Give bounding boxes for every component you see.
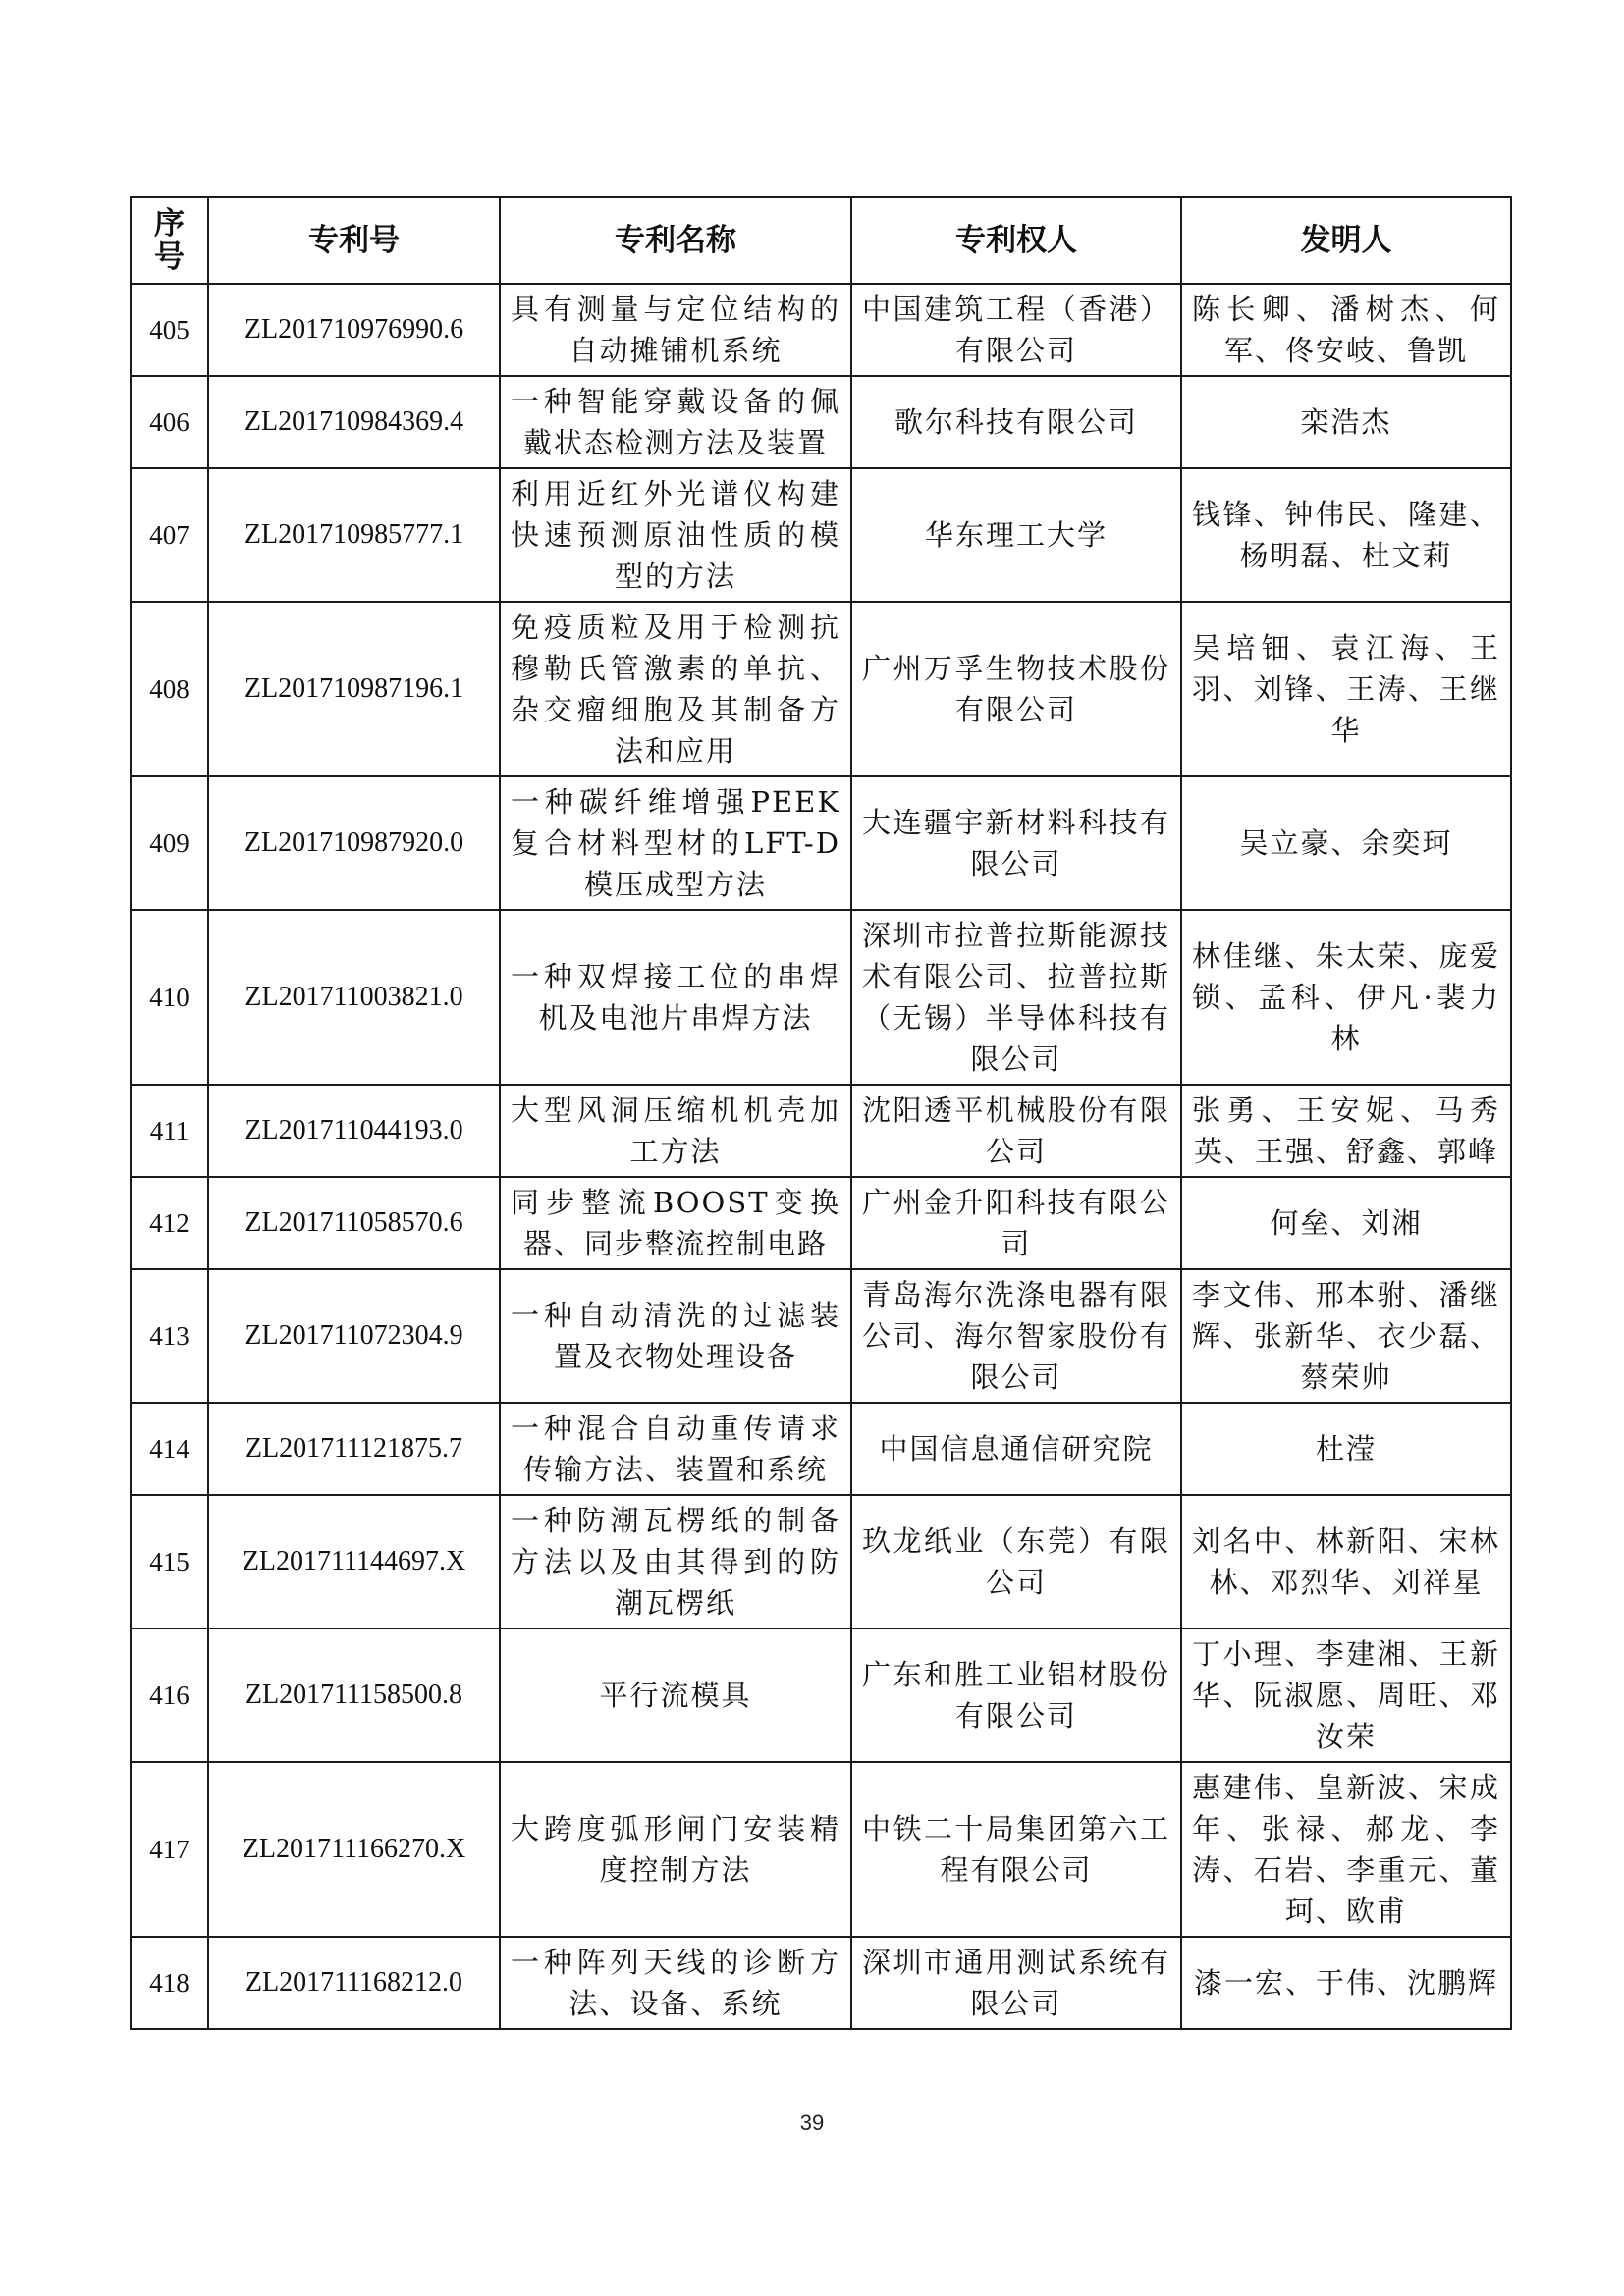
row-inventors: 何垒、刘湘	[1181, 1177, 1511, 1269]
row-patent-no: ZL201711003821.0	[208, 910, 500, 1085]
row-patent-no: ZL201711121875.7	[208, 1403, 500, 1495]
row-index: 407	[131, 468, 208, 602]
row-index: 408	[131, 602, 208, 776]
row-patent-name: 平行流模具	[500, 1629, 851, 1762]
row-inventors: 丁小理、李建湘、王新华、阮淑愿、周旺、邓汝荣	[1181, 1629, 1511, 1762]
row-inventors: 刘名中、林新阳、宋林林、邓烈华、刘祥星	[1181, 1495, 1511, 1629]
row-patent-no: ZL201711044193.0	[208, 1085, 500, 1177]
row-patent-name: 一种自动清洗的过滤装置及衣物处理设备	[500, 1269, 851, 1403]
table-body	[131, 284, 1511, 2029]
row-index: 410	[131, 910, 208, 1085]
row-inventors: 吴立豪、余奕珂	[1181, 776, 1511, 910]
table-row	[131, 1629, 1511, 1762]
table-row	[131, 1177, 1511, 1269]
header-patent-name: 专利名称	[500, 197, 851, 284]
row-patent-name: 大型风洞压缩机机壳加工方法	[500, 1085, 851, 1177]
row-patent-name: 利用近红外光谱仪构建快速预测原油性质的模型的方法	[500, 468, 851, 602]
row-patent-holder: 中国信息通信研究院	[851, 1403, 1181, 1495]
row-patent-no: ZL201710976990.6	[208, 284, 500, 376]
row-patent-holder: 玖龙纸业（东莞）有限公司	[851, 1495, 1181, 1629]
row-patent-no: ZL201711166270.X	[208, 1762, 500, 1937]
row-patent-holder: 大连疆宇新材料科技有限公司	[851, 776, 1181, 910]
row-patent-name: 一种智能穿戴设备的佩戴状态检测方法及装置	[500, 376, 851, 468]
table-row	[131, 1269, 1511, 1403]
row-patent-holder: 歌尔科技有限公司	[851, 376, 1181, 468]
row-inventors: 吴培钿、袁江海、王羽、刘锋、王涛、王继华	[1181, 602, 1511, 776]
row-index: 417	[131, 1762, 208, 1937]
table-row	[131, 468, 1511, 602]
row-inventors: 钱锋、钟伟民、隆建、杨明磊、杜文莉	[1181, 468, 1511, 602]
patent-table	[130, 196, 1512, 2030]
row-patent-no: ZL201711072304.9	[208, 1269, 500, 1403]
row-patent-no: ZL201710985777.1	[208, 468, 500, 602]
row-patent-no: ZL201710987196.1	[208, 602, 500, 776]
row-index: 405	[131, 284, 208, 376]
page-number: 39	[799, 2110, 825, 2135]
row-inventors: 张勇、王安妮、马秀英、王强、舒鑫、郭峰	[1181, 1085, 1511, 1177]
row-patent-name: 具有测量与定位结构的自动摊铺机系统	[500, 284, 851, 376]
row-index: 409	[131, 776, 208, 910]
table-row	[131, 1762, 1511, 1937]
header-patent-no: 专利号	[208, 197, 500, 284]
table-row	[131, 376, 1511, 468]
row-inventors: 林佳继、朱太荣、庞爱锁、孟科、伊凡·裴力林	[1181, 910, 1511, 1085]
row-index: 415	[131, 1495, 208, 1629]
row-patent-no: ZL201711158500.8	[208, 1629, 500, 1762]
row-patent-holder: 青岛海尔洗涤电器有限公司、海尔智家股份有限公司	[851, 1269, 1181, 1403]
row-patent-holder: 中铁二十局集团第六工程有限公司	[851, 1762, 1181, 1937]
row-patent-name: 一种防潮瓦楞纸的制备方法以及由其得到的防潮瓦楞纸	[500, 1495, 851, 1629]
row-patent-no: ZL201711168212.0	[208, 1937, 500, 2029]
row-index: 414	[131, 1403, 208, 1495]
row-patent-no: ZL201710987920.0	[208, 776, 500, 910]
row-patent-name: 一种阵列天线的诊断方法、设备、系统	[500, 1937, 851, 2029]
row-index: 406	[131, 376, 208, 468]
table-row	[131, 776, 1511, 910]
header-index: 序号	[131, 197, 208, 284]
table-row	[131, 1085, 1511, 1177]
row-patent-name: 同步整流BOOST变换器、同步整流控制电路	[500, 1177, 851, 1269]
header-inventors: 发明人	[1181, 197, 1511, 284]
header-patent-holder: 专利权人	[851, 197, 1181, 284]
row-patent-no: ZL201711058570.6	[208, 1177, 500, 1269]
row-patent-holder: 沈阳透平机械股份有限公司	[851, 1085, 1181, 1177]
row-inventors: 栾浩杰	[1181, 376, 1511, 468]
row-inventors: 陈长卿、潘树杰、何军、佟安岐、鲁凯	[1181, 284, 1511, 376]
table-row	[131, 1937, 1511, 2029]
row-patent-name: 一种双焊接工位的串焊机及电池片串焊方法	[500, 910, 851, 1085]
row-inventors: 惠建伟、皇新波、宋成年、张禄、郝龙、李涛、石岩、李重元、董珂、欧甫	[1181, 1762, 1511, 1937]
table-row	[131, 1403, 1511, 1495]
row-inventors: 漆一宏、于伟、沈鹏辉	[1181, 1937, 1511, 2029]
row-index: 412	[131, 1177, 208, 1269]
row-inventors: 杜滢	[1181, 1403, 1511, 1495]
table-row	[131, 1495, 1511, 1629]
row-patent-no: ZL201710984369.4	[208, 376, 500, 468]
row-patent-no: ZL201711144697.X	[208, 1495, 500, 1629]
row-index: 418	[131, 1937, 208, 2029]
row-patent-holder: 中国建筑工程（香港）有限公司	[851, 284, 1181, 376]
row-patent-name: 大跨度弧形闸门安装精度控制方法	[500, 1762, 851, 1937]
row-patent-holder: 广州金升阳科技有限公司	[851, 1177, 1181, 1269]
row-patent-holder: 深圳市拉普拉斯能源技术有限公司、拉普拉斯（无锡）半导体科技有限公司	[851, 910, 1181, 1085]
row-patent-holder: 深圳市通用测试系统有限公司	[851, 1937, 1181, 2029]
table-row	[131, 910, 1511, 1085]
row-index: 411	[131, 1085, 208, 1177]
row-patent-name: 一种碳纤维增强PEEK复合材料型材的LFT-D模压成型方法	[500, 776, 851, 910]
row-patent-holder: 广州万孚生物技术股份有限公司	[851, 602, 1181, 776]
row-patent-name: 一种混合自动重传请求传输方法、装置和系统	[500, 1403, 851, 1495]
row-patent-holder: 华东理工大学	[851, 468, 1181, 602]
row-index: 413	[131, 1269, 208, 1403]
row-inventors: 李文伟、邢本驸、潘继辉、张新华、衣少磊、蔡荣帅	[1181, 1269, 1511, 1403]
row-index: 416	[131, 1629, 208, 1762]
table-header-row	[131, 197, 1511, 284]
table-row	[131, 284, 1511, 376]
table-row	[131, 602, 1511, 776]
row-patent-holder: 广东和胜工业铝材股份有限公司	[851, 1629, 1181, 1762]
row-patent-name: 免疫质粒及用于检测抗穆勒氏管激素的单抗、杂交瘤细胞及其制备方法和应用	[500, 602, 851, 776]
